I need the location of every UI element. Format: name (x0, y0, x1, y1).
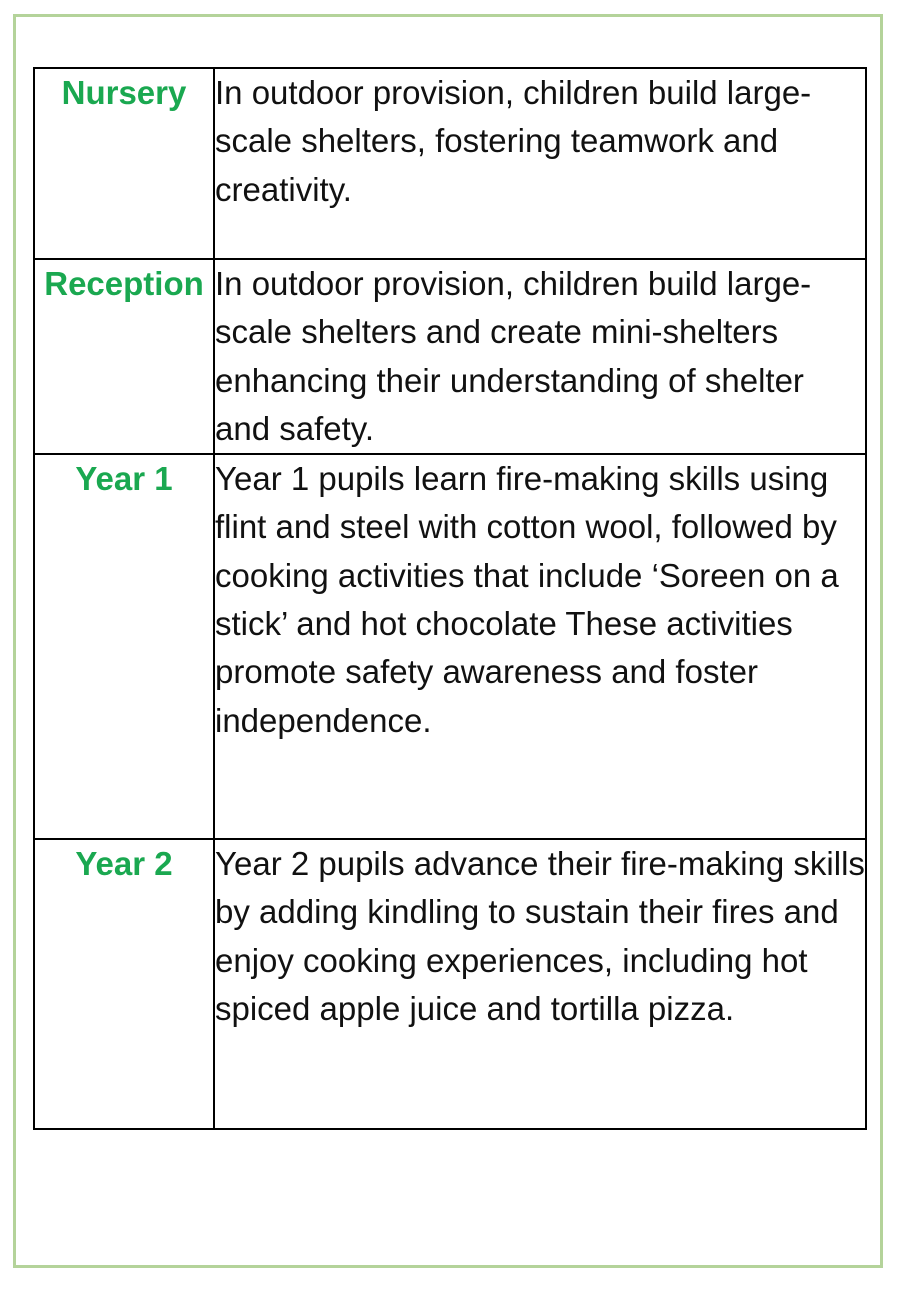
activity-description: In outdoor provision, children build large-scale shelters, fostering teamwork and creativity. (214, 68, 866, 259)
year-label: Nursery (34, 68, 214, 259)
table-row-nursery (34, 68, 866, 259)
year-label: Year 1 (34, 454, 214, 839)
table-row-reception (34, 259, 866, 454)
curriculum-table (33, 67, 867, 1130)
activity-description: Year 2 pupils advance their fire-making skills by adding kindling to sustain their fires and enjoy cooking experiences, including hot spiced apple juice and tortilla pizza. (214, 839, 866, 1129)
year-label: Reception (34, 259, 214, 454)
table-row-year-1 (34, 454, 866, 839)
activity-description: Year 1 pupils learn fire-making skills using flint and steel with cotton wool, followed by cooking activities that include ‘Soreen on a stick’ and hot chocolate These activities promote safety awareness and foster independence. (214, 454, 866, 839)
year-label: Year 2 (34, 839, 214, 1129)
table-row-year-2 (34, 839, 866, 1129)
activity-description: In outdoor provision, children build large-scale shelters and create mini-shelters enhancing their understanding of shelter and safety. (214, 259, 866, 454)
